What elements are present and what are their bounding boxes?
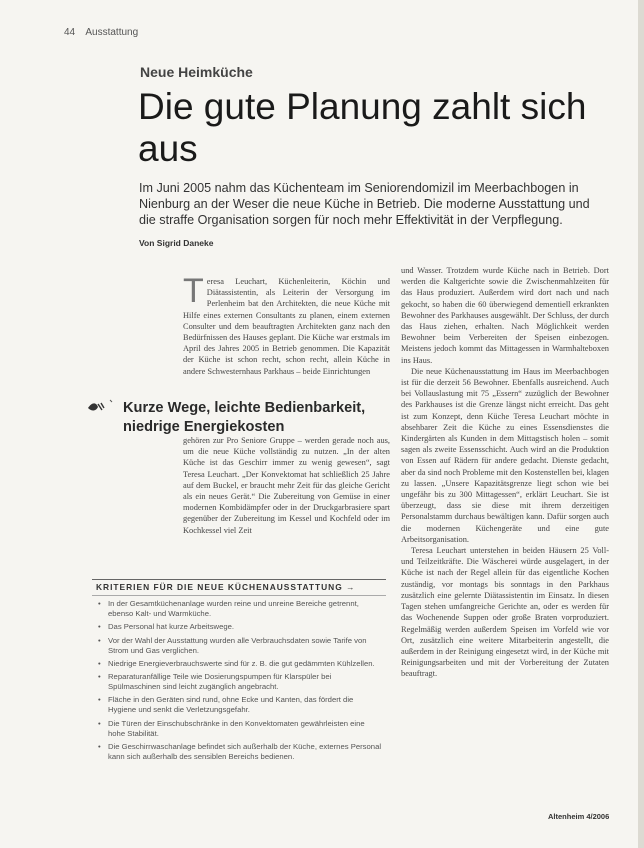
body-column-1-top	[183, 272, 390, 377]
headline: Die gute Planung zahlt sich aus	[138, 86, 587, 169]
section-label: Ausstattung	[85, 27, 139, 38]
body-column-2	[401, 265, 609, 680]
criteria-item: • Vor der Wahl der Ausstattung wurden alle Verbrauchsdaten sowie Tarife von Strom und Gas verglichen.	[98, 636, 383, 656]
body-paragraph: Die neue Küchenausstattung im Haus im Meerbachbogen ist für die derzeit 56 Bewohner. Ebenfalls ausreichend. Auch bei Vollauslastung mit 75 „Essern“ zuzüglich der Bewohner des Parkhauses ist die Grenze längst nicht erreicht. Das geht ist zum Konzept, denn Küche Teresa Leuchart möchte in absehbarer Zeit die Küche zu eines Essensdienstes die Kindergärten als Kunden in dem Mittagstisch holen – somit sagen als zweite Essensschicht. Auch wird an die Produktion von Essen auf Rädern für andere gedacht. Dienste gedacht, aber da sind noch Probleme mit den Kostenstellen bei, klagen zu lassen. „Unsere Kapazitätsgrenze liegt schon wie bei ungefähr bis zu 300 Mittagessen“, erklärt Leuchart. Sie ist überzeugt, dass sie diese mit ihrem derzeitigen Personalstamm durchaus bewältigen kann. Dafür sorgen auch die modernen Küchengeräte und eine gute Arbeitsorganisation.	[401, 366, 609, 544]
criteria-list	[98, 599, 383, 765]
criteria-item: • Reparaturanfällige Teile wie Dosierungspumpen für Klarspüler bei Spülmaschinen sind leicht zugänglich angebracht.	[98, 672, 383, 692]
leaf-ornament-icon	[86, 398, 114, 416]
drop-cap: T	[183, 272, 204, 310]
criteria-item: • Niedrige Energieverbrauchswerte sind für z. B. die gut gedämmten Kühlzellen.	[98, 659, 383, 669]
criteria-item: • Das Personal hat kurze Arbeitswege.	[98, 622, 383, 632]
body-paragraph: Teresa Leuchart unterstehen in beiden Häusern 25 Voll- und Teilzeitkräfte. Die Wäscherei würde ausgelagert, in der Küche ist nach der Regel allein für das eigentliche Kochen zuständig, vor montags bis sonntags in den Parkhaus zusätzlich eine gelernte Diätassistentin im Einsatz. In diesen Tagen stehen umfangreiche Gerichte an, oder es werden für das Wochenende Suppen oder große Braten vorproduziert. Regelmäßig werden außerdem Speisen im Vorfeld wie vor Ort, zusätzlich eine weitere Mitarbeiterin angestellt, die außerdem in der Reinigung eingesetzt wird, in der Küche mit Reinigungsarbeiten und mit der Vorbereitung der Zutaten beauftragt.	[401, 546, 609, 679]
body-paragraph: und Wasser. Trotzdem wurde Küche nach in Betrieb. Dort werden die Kaltgerichte sowie die Zwischenmahlzeiten für das Haus produziert. Außerdem wird dort nach und nach gekocht, so haben die 60 überwiegend dementiell erkrankten Bewohner des Parkhauses ausgewählt. Der Schluss, der durch das Haus ziehen, erhalten. Nach Möglichkeit werden Bewohner beim Verbereiten der Speisen einbezogen. Meistens jedoch kommt das Mittagessen in Warmhalteboxen ins Haus.	[401, 266, 609, 365]
body-text: eresa Leuchart, Küchenleiterin, Köchin und Diätassistentin, als Leiterin der Versorgung im Perlenheim bat den Architekten, die neue Küche mit Hilfe eines externen Consultants zu planen, einem externen Consulter und dem beauftragten Architekten ganz nach den Bedürfnissen des Hauses geplant. Die Küche war erstmals im April des Jahres 2005 in Betrieb genommen. Die Kapazität der Küche ist schon recht, schon recht, allein Küche in andere Schwesternhaus Parkhaus – beide Einrichtungen	[183, 277, 390, 376]
page-header	[64, 27, 138, 38]
kicker: Neue Heimküche	[140, 64, 253, 80]
page-number: 44	[64, 27, 76, 38]
subheading: Kurze Wege, leichte Bedienbarkeit, niedrige Energiekosten	[123, 400, 366, 435]
page-edge-shadow	[638, 0, 644, 848]
criteria-item: • Die Türen der Einschubschränke in den Konvektomaten gewährleisten eine hohe Stabilität.	[98, 719, 383, 739]
body-text: gehören zur Pro Seniore Gruppe – werden gerade noch aus, um die neue Küche vollständig zu nutzen. „In der alten Küche ist das Geschirr immer zu wenig gewesen“, sagt Teresa Leuchart. „Der Konvektomat hat schließlich 25 Jahre auf dem Buckel, er braucht mehr Zeit für das gleiche Gericht als ein neues Gerät.“ Die Zubereitung von Gemüse in einer modernen Kombidämpfer oder in der Druckgarbrasiere spart gegenüber der Zubereitung im Kessel und Kochfeld oder im Kochkessel viel Zeit	[183, 436, 390, 535]
page-footer: Altenheim 4/2006	[548, 812, 610, 821]
criteria-item: • In der Gesamtküchenanlage wurden reine und unreine Bereiche getrennt, ebenso Kalt- und Warmküche.	[98, 599, 383, 619]
byline: Von Sigrid Daneke	[139, 238, 214, 248]
criteria-item: • Fläche in den Geräten sind rund, ohne Ecke und Kanten, das fördert die Hygiene und senkt die Verletzungsgefahr.	[98, 695, 383, 715]
lead-paragraph: Im Juni 2005 nahm das Küchenteam im Seniorendomizil im Meerbachbogen in Nienburg an der Weser die neue Küche in Betrieb. Die moderne Ausstattung und die straffe Organisation sorgen für noch mehr Effektivität in der Verpflegung.	[139, 181, 590, 227]
body-column-1-bottom	[183, 435, 390, 536]
criteria-box	[92, 579, 387, 829]
criteria-item: • Die Geschirrwaschanlage befindet sich außerhalb der Küche, externes Personal kann sich außerhalb des sensiblen Bereichs bedienen.	[98, 742, 383, 762]
criteria-box-title: KRITERIEN FÜR DIE NEUE KÜCHENAUSSTATTUNG →	[92, 579, 386, 596]
